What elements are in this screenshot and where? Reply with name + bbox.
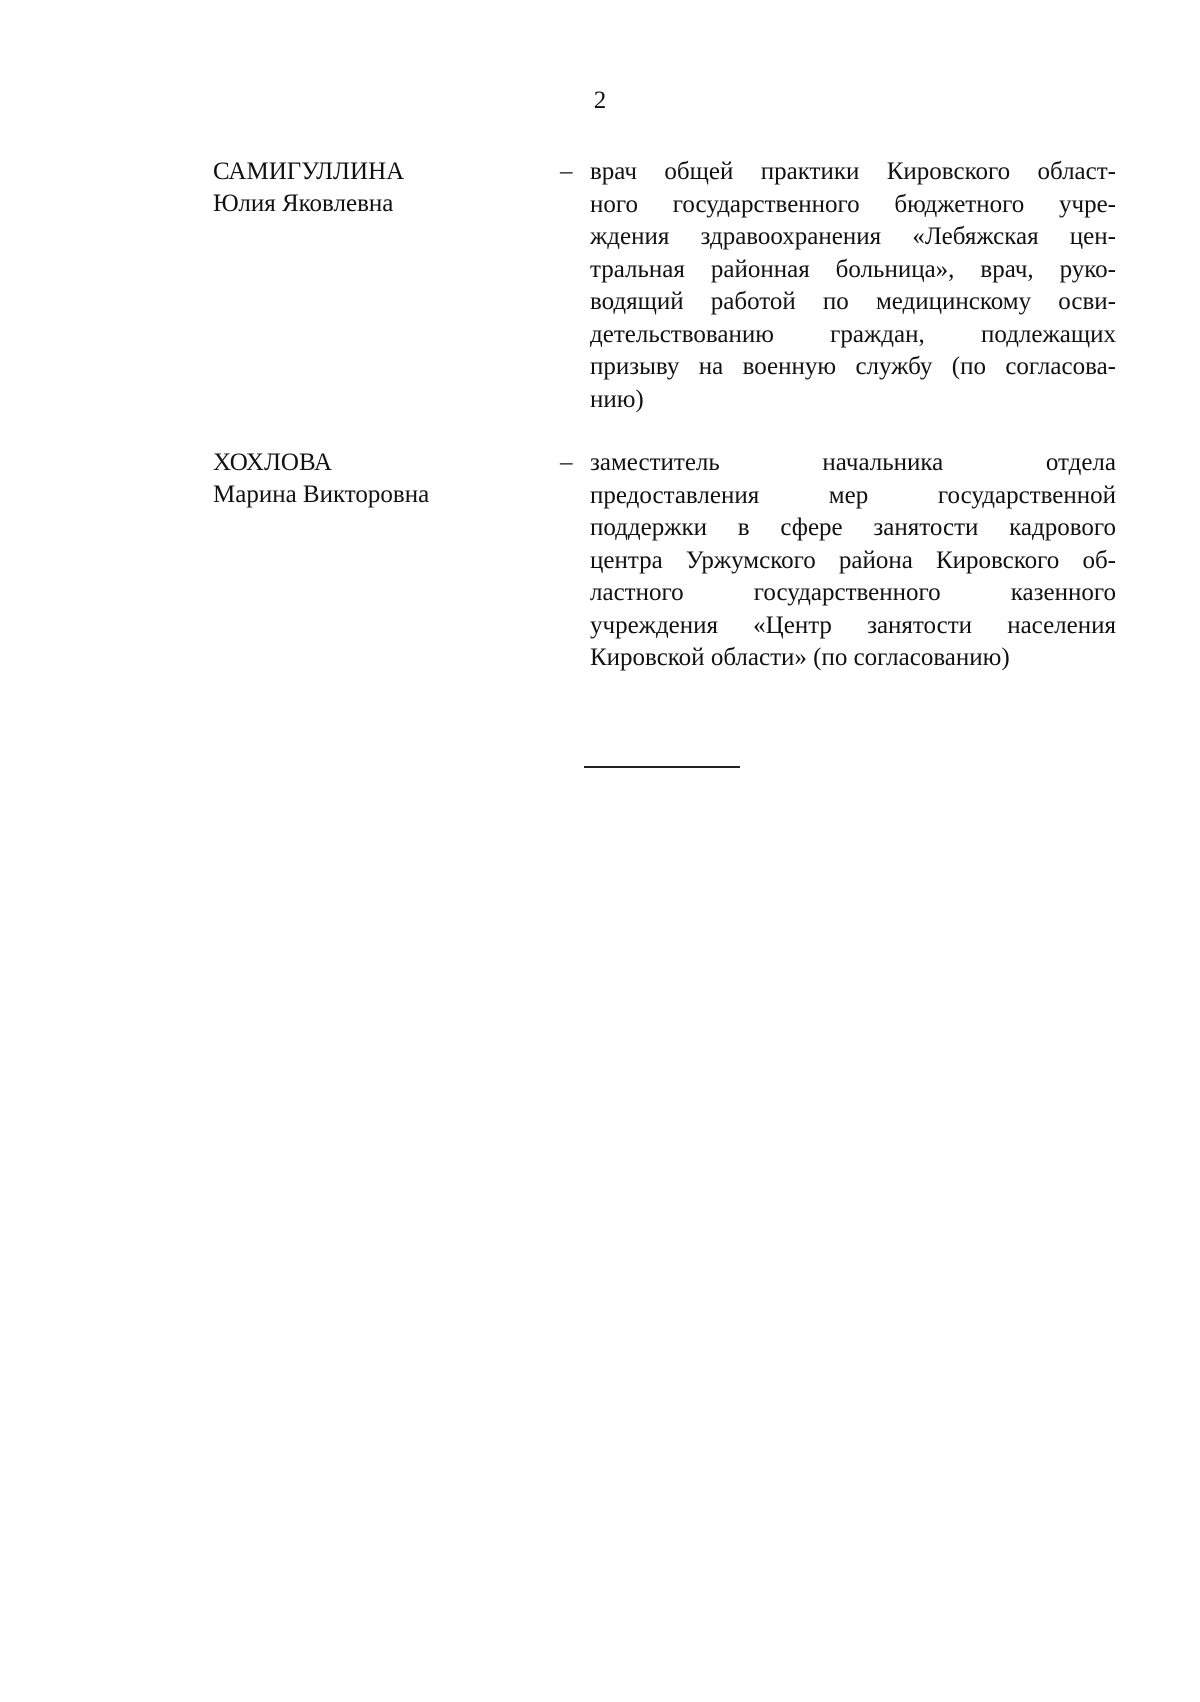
role-line: предоставления мер государственной [590, 481, 1116, 509]
role-line: заместитель начальника отдела [590, 449, 1116, 476]
role-line: призыву на военную службу (по согласова- [590, 353, 1116, 380]
role-line: водящий работой по медицинскому осви- [590, 288, 1116, 315]
role-line: поддержки в сфере занятости кадрового [590, 514, 1116, 541]
person-given-names: Марина Викторовна [213, 481, 430, 508]
person-surname: САМИГУЛЛИНА [213, 158, 405, 185]
role-line: ждения здравоохранения «Лебяжская цен- [590, 223, 1116, 250]
role-line: Кировской области» (по согласованию) [590, 644, 1010, 671]
person-name [213, 447, 533, 511]
page-number: 2 [593, 87, 607, 114]
role-line: нию) [590, 385, 644, 413]
person-given-names: Юлия Яковлевна [213, 190, 394, 217]
person-surname: ХОХЛОВА [213, 449, 333, 476]
role-line: тральная районная больница», врач, руко- [590, 255, 1116, 283]
dash-separator: – [560, 449, 573, 476]
role-line: ного государственного бюджетного учре- [590, 190, 1116, 218]
role-line: врач общей практики Кировского област- [590, 158, 1116, 185]
role-line: детельствованию граждан, подлежащих [590, 320, 1116, 348]
person-name [213, 156, 533, 220]
person-role [590, 156, 1116, 416]
role-line: центра Уржумского района Кировского об- [590, 546, 1116, 574]
dash-separator: – [560, 158, 573, 185]
person-role [590, 447, 1116, 675]
role-line: ластного государственного казенного [590, 579, 1116, 606]
role-line: учреждения «Центр занятости населения [590, 611, 1116, 639]
end-of-list-rule [584, 766, 740, 768]
